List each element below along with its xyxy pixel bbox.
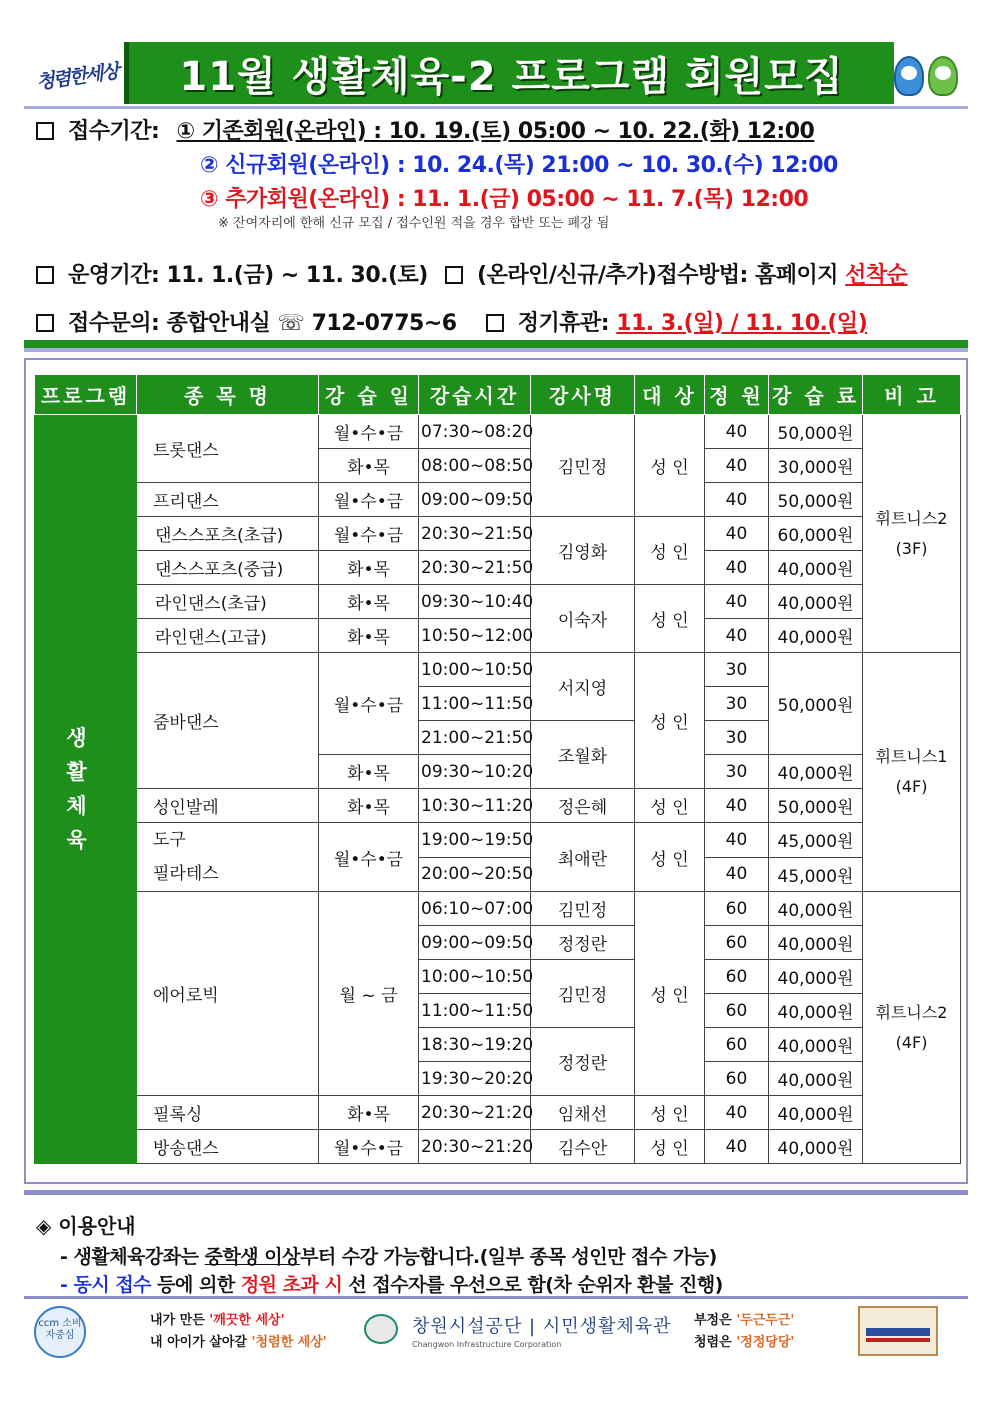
guide-text: 선 접수자를 우선으로 함(차 순위자 환불 진행) xyxy=(342,1274,723,1296)
mascot-icons xyxy=(892,48,962,104)
footer xyxy=(24,1300,968,1362)
course-time: 10:50~12:00 xyxy=(419,619,531,653)
course-fee: 40,000원 xyxy=(769,585,863,619)
org-name-en: Changwon Infrastructure Corporation xyxy=(412,1340,562,1349)
course-time: 09:30~10:40 xyxy=(419,585,531,619)
course-instructor: 조월화 xyxy=(531,721,635,789)
course-note: 휘트니스1 (4F) xyxy=(863,653,961,892)
mascot-icon xyxy=(928,56,958,96)
course-fee: 40,000원 xyxy=(769,619,863,653)
course-target: 성 인 xyxy=(635,823,705,892)
course-time: 19:30~20:20 xyxy=(419,1062,531,1096)
course-capacity: 40 xyxy=(705,449,769,483)
course-day: 월 ~ 금 xyxy=(319,892,419,1096)
course-instructor: 김민정 xyxy=(531,892,635,926)
divider xyxy=(24,1296,968,1299)
course-capacity: 60 xyxy=(705,994,769,1028)
course-capacity: 30 xyxy=(705,721,769,755)
closed-value: 11. 3.(일) / 11. 10.(일) xyxy=(616,311,868,336)
guide-text: 부터 수강 가능합니다.(일부 종목 성인만 접수 가능) xyxy=(299,1246,717,1268)
method-value: 홈페이지 xyxy=(754,263,838,288)
course-instructor: 최애란 xyxy=(531,823,635,892)
course-name: 성인발레 xyxy=(137,789,319,823)
course-capacity: 60 xyxy=(705,1062,769,1096)
course-target: 성 인 xyxy=(635,585,705,653)
guide-emphasis: - 동시 접수 xyxy=(60,1274,152,1296)
col-day: 강 습 일 xyxy=(319,375,419,415)
divider xyxy=(24,348,968,352)
course-name: 줌바댄스 xyxy=(137,653,319,789)
operation-label: 운영기간: xyxy=(68,263,160,288)
checkbox-icon xyxy=(36,266,54,284)
method-label: (온라인/신규/추가)접수방법: xyxy=(477,263,748,288)
course-time: 20:30~21:20 xyxy=(419,1130,531,1164)
method-highlight: 선착순 xyxy=(845,263,908,288)
table-row xyxy=(35,585,961,619)
slogan-emphasis: '두근두근' xyxy=(736,1313,795,1328)
slogan-text: 청렴은 xyxy=(694,1335,737,1350)
course-time: 09:00~09:50 xyxy=(419,926,531,960)
slogan-emphasis: '정정당당' xyxy=(736,1335,795,1350)
slogan-text: 내 아이가 살아갈 xyxy=(150,1335,252,1350)
col-target: 대 상 xyxy=(635,375,705,415)
slogan-integrity xyxy=(694,1310,794,1354)
course-fee: 40,000원 xyxy=(769,1096,863,1130)
course-fee: 45,000원 xyxy=(769,823,863,858)
slogan-clean xyxy=(150,1310,327,1354)
course-capacity: 60 xyxy=(705,1028,769,1062)
divider xyxy=(24,340,968,348)
course-fee: 40,000원 xyxy=(769,1130,863,1164)
guide-emphasis: 중학생 이상 xyxy=(204,1246,300,1268)
course-capacity: 40 xyxy=(705,415,769,449)
course-capacity: 40 xyxy=(705,517,769,551)
slogan-emphasis: '청렴한 세상' xyxy=(251,1335,327,1350)
title-bar xyxy=(124,42,894,104)
course-note: 휘트니스2 (3F) xyxy=(863,415,961,653)
table-row xyxy=(35,483,961,517)
closed-label: 정기휴관: xyxy=(517,311,610,336)
reception-new: ② 신규회원(온라인) : 10. 24.(목) 21:00 ~ 10. 30.(수) 12:00 xyxy=(200,153,838,178)
course-instructor: 정은혜 xyxy=(531,789,635,823)
slogan-emphasis: '깨끗한 세상' xyxy=(209,1313,285,1328)
course-time: 20:30~21:20 xyxy=(419,1096,531,1130)
course-capacity: 40 xyxy=(705,823,769,858)
page-title: 11월 생활체육-2 프로그램 회원모집 xyxy=(179,53,844,100)
course-capacity: 40 xyxy=(705,585,769,619)
course-fee: 50,000원 xyxy=(769,415,863,449)
course-capacity: 40 xyxy=(705,1130,769,1164)
course-day: 화•목 xyxy=(319,1096,419,1130)
table-row xyxy=(35,551,961,585)
checkbox-icon xyxy=(36,314,54,332)
org-logo-icon xyxy=(364,1314,398,1344)
guide-text: 등에 의한 xyxy=(151,1274,241,1296)
course-capacity: 40 xyxy=(705,1096,769,1130)
col-name: 종 목 명 xyxy=(137,375,319,415)
ccm-text: ccm 소비자중심 xyxy=(38,1318,82,1341)
course-name: 라인댄스(초급) xyxy=(137,585,319,619)
guide-line-2 xyxy=(60,1270,723,1297)
course-fee: 40,000원 xyxy=(769,892,863,926)
course-day: 월•수•금 xyxy=(319,823,419,892)
course-fee: 50,000원 xyxy=(769,653,863,755)
reception-note: ※ 잔여자리에 한해 신규 모집 / 접수인원 적을 경우 합반 또는 폐강 됨 xyxy=(218,216,610,231)
col-program: 프로그램 xyxy=(35,375,137,415)
course-capacity: 40 xyxy=(705,857,769,892)
table-row xyxy=(35,1096,961,1130)
checkbox-icon xyxy=(445,266,463,284)
course-name: 댄스스포츠(중급) xyxy=(137,551,319,585)
guide-title: ◈ 이용안내 xyxy=(36,1214,136,1238)
course-time: 18:30~19:20 xyxy=(419,1028,531,1062)
course-time: 09:00~09:50 xyxy=(419,483,531,517)
course-fee: 40,000원 xyxy=(769,551,863,585)
slogan-text: 내가 만든 xyxy=(150,1313,210,1328)
course-instructor: 김영화 xyxy=(531,517,635,585)
course-fee: 40,000원 xyxy=(769,1028,863,1062)
course-day: 월•수•금 xyxy=(319,517,419,551)
table-row xyxy=(35,415,961,449)
table-row xyxy=(35,823,961,858)
course-time: 11:00~11:50 xyxy=(419,994,531,1028)
course-capacity: 40 xyxy=(705,789,769,823)
course-target: 성 인 xyxy=(635,892,705,1096)
course-target: 성 인 xyxy=(635,415,705,517)
divider xyxy=(24,1190,968,1195)
integrity-logo xyxy=(36,48,128,104)
course-name: 프리댄스 xyxy=(137,483,319,517)
course-fee: 40,000원 xyxy=(769,1062,863,1096)
slogan-text: 부정은 xyxy=(694,1313,737,1328)
course-time: 09:30~10:20 xyxy=(419,755,531,789)
col-capacity: 정 원 xyxy=(705,375,769,415)
course-time: 06:10~07:00 xyxy=(419,892,531,926)
course-name: 라인댄스(고급) xyxy=(137,619,319,653)
course-name xyxy=(137,823,319,892)
course-capacity: 40 xyxy=(705,619,769,653)
col-time: 강습시간 xyxy=(419,375,531,415)
course-day: 화•목 xyxy=(319,755,419,789)
course-capacity: 60 xyxy=(705,926,769,960)
course-target: 성 인 xyxy=(635,1130,705,1164)
course-name-line1: 도구 xyxy=(153,830,186,850)
guide-line-1 xyxy=(60,1242,717,1269)
org-name: 창원시설공단 | 시민생활체육관 xyxy=(412,1316,672,1337)
reception-additional: ③ 추가회원(온라인) : 11. 1.(금) 05:00 ~ 11. 7.(목) 12:00 xyxy=(200,187,809,212)
operation-value: 11. 1.(금) ~ 11. 30.(토) xyxy=(166,263,428,288)
course-fee: 50,000원 xyxy=(769,789,863,823)
course-day: 월•수•금 xyxy=(319,653,419,755)
reception-existing: ① 기존회원(온라인) : 10. 19.(토) 05:00 ~ 10. 22.(화) 12:00 xyxy=(176,119,815,144)
inquiry-line xyxy=(36,306,867,337)
program-category: 생 활 체 육 xyxy=(35,415,137,1164)
course-name: 댄스스포츠(초급) xyxy=(137,517,319,551)
course-capacity: 30 xyxy=(705,755,769,789)
program-table xyxy=(34,374,961,1164)
course-note: 휘트니스2 (4F) xyxy=(863,892,961,1164)
inquiry-value: 종합안내실 ☏ 712-0775~6 xyxy=(166,311,457,336)
course-target: 성 인 xyxy=(635,517,705,585)
course-fee: 40,000원 xyxy=(769,755,863,789)
course-target: 성 인 xyxy=(635,1096,705,1130)
course-time: 10:30~11:20 xyxy=(419,789,531,823)
course-day: 화•목 xyxy=(319,619,419,653)
course-instructor: 서지영 xyxy=(531,653,635,721)
course-capacity: 40 xyxy=(705,483,769,517)
course-time: 11:00~11:50 xyxy=(419,687,531,721)
ccm-badge-icon xyxy=(34,1306,86,1358)
guide-emphasis: 정원 초과 시 xyxy=(240,1274,343,1296)
course-day: 화•목 xyxy=(319,789,419,823)
header xyxy=(24,30,968,108)
table-row xyxy=(35,892,961,926)
certificate-icon xyxy=(858,1306,938,1356)
course-time: 19:00~19:50 xyxy=(419,823,531,858)
logo-text: 청렴한세상 xyxy=(35,60,120,94)
course-capacity: 30 xyxy=(705,687,769,721)
course-target: 성 인 xyxy=(635,653,705,789)
course-time: 20:30~21:50 xyxy=(419,551,531,585)
course-fee: 40,000원 xyxy=(769,926,863,960)
reception-label: 접수기간: xyxy=(68,119,160,144)
checkbox-icon xyxy=(36,122,54,140)
course-day: 화•목 xyxy=(319,551,419,585)
course-time: 21:00~21:50 xyxy=(419,721,531,755)
course-instructor: 이숙자 xyxy=(531,585,635,653)
course-instructor: 김민정 xyxy=(531,415,635,517)
table-row xyxy=(35,517,961,551)
course-fee: 40,000원 xyxy=(769,994,863,1028)
course-instructor: 김수안 xyxy=(531,1130,635,1164)
course-time: 07:30~08:20 xyxy=(419,415,531,449)
course-capacity: 60 xyxy=(705,892,769,926)
course-fee: 40,000원 xyxy=(769,960,863,994)
course-instructor: 김민정 xyxy=(531,960,635,1028)
reception-line-1 xyxy=(36,114,814,145)
col-fee: 강 습 료 xyxy=(769,375,863,415)
checkbox-icon xyxy=(486,314,504,332)
operation-line xyxy=(36,258,907,289)
course-name: 필록싱 xyxy=(137,1096,319,1130)
course-time: 20:00~20:50 xyxy=(419,857,531,892)
course-day: 월•수•금 xyxy=(319,415,419,449)
course-fee: 45,000원 xyxy=(769,857,863,892)
course-name-line2: 필라테스 xyxy=(153,864,219,884)
mascot-icon xyxy=(894,56,924,96)
col-note: 비 고 xyxy=(863,375,961,415)
course-day: 화•목 xyxy=(319,585,419,619)
table-row xyxy=(35,653,961,687)
program-table-wrapper xyxy=(24,358,968,1184)
table-row xyxy=(35,789,961,823)
inquiry-label: 접수문의: xyxy=(68,311,160,336)
course-time: 08:00~08:50 xyxy=(419,449,531,483)
course-day: 화•목 xyxy=(319,449,419,483)
guide-text: - 생활체육강좌는 xyxy=(60,1246,205,1268)
table-row xyxy=(35,1130,961,1164)
course-day: 월•수•금 xyxy=(319,1130,419,1164)
course-instructor: 정정란 xyxy=(531,926,635,960)
table-header-row xyxy=(35,375,961,415)
course-day: 월•수•금 xyxy=(319,483,419,517)
course-target: 성 인 xyxy=(635,789,705,823)
divider xyxy=(24,106,968,109)
course-time: 10:00~10:50 xyxy=(419,960,531,994)
col-instructor: 강사명 xyxy=(531,375,635,415)
table-row xyxy=(35,619,961,653)
course-capacity: 40 xyxy=(705,551,769,585)
course-time: 10:00~10:50 xyxy=(419,653,531,687)
course-fee: 60,000원 xyxy=(769,517,863,551)
course-instructor: 임채선 xyxy=(531,1096,635,1130)
course-capacity: 30 xyxy=(705,653,769,687)
course-name: 방송댄스 xyxy=(137,1130,319,1164)
course-time: 20:30~21:50 xyxy=(419,517,531,551)
course-fee: 50,000원 xyxy=(769,483,863,517)
course-capacity: 60 xyxy=(705,960,769,994)
course-name: 에어로빅 xyxy=(137,892,319,1096)
course-name: 트롯댄스 xyxy=(137,415,319,483)
course-fee: 30,000원 xyxy=(769,449,863,483)
course-instructor: 정정란 xyxy=(531,1028,635,1096)
